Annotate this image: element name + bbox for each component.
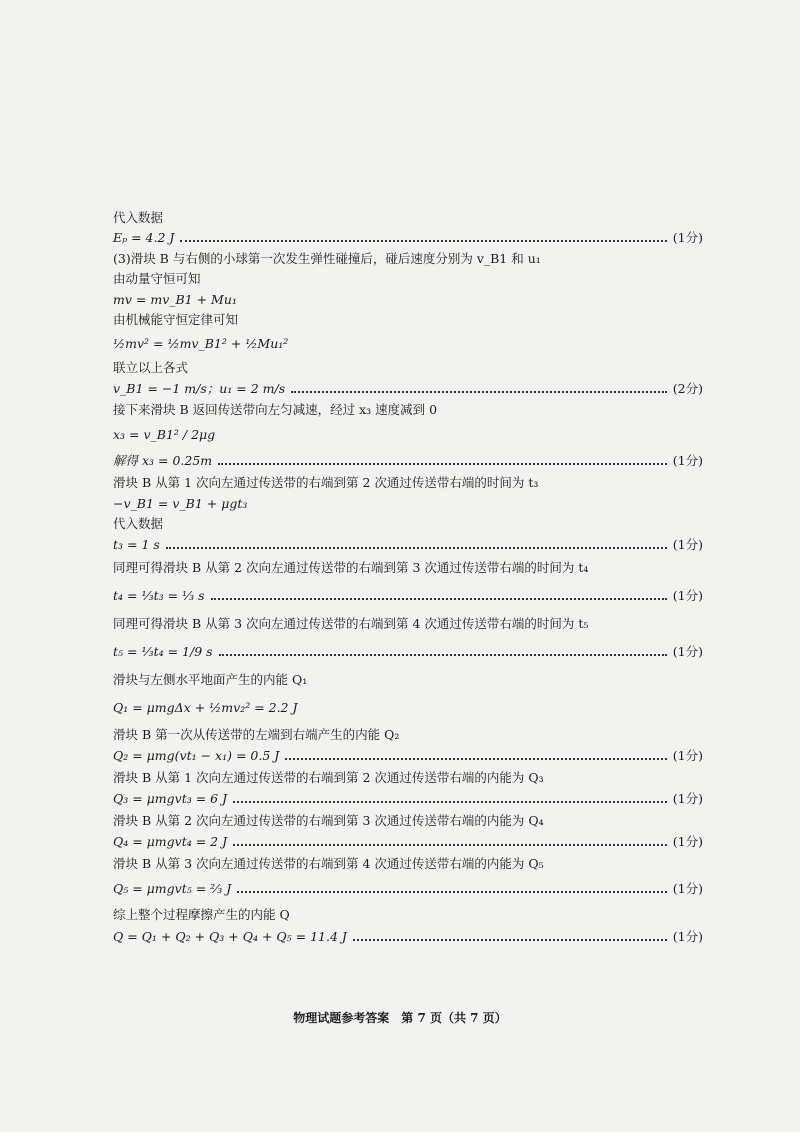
- dot-leader: [233, 844, 667, 846]
- score-mark: (1分): [672, 791, 703, 806]
- line-text: Q₁ = μmgΔx + ½mv₂² = 2.2 J: [113, 700, 298, 715]
- score-mark: (1分): [672, 834, 703, 849]
- line-text: 联立以上各式: [113, 360, 189, 375]
- score-mark: (1分): [672, 537, 703, 552]
- line-10: [113, 399, 703, 420]
- line-14: [113, 493, 703, 514]
- line-text: Q₂ = μmg(vt₁ − x₁) = 0.5 J: [113, 748, 280, 763]
- line-text: (3)滑块 B 与右侧的小球第一次发生弹性碰撞后，碰后速度分别为 v_B1 和 u₁: [113, 250, 541, 266]
- score-mark: (2分): [672, 380, 703, 396]
- line-20: [113, 636, 703, 668]
- dot-leader: [353, 939, 667, 941]
- score-mark: (1分): [672, 881, 703, 896]
- line-text: 滑块 B 从第 1 次向左通过传送带的右端到第 2 次通过传送带右端的内能为 Q₃: [113, 769, 544, 785]
- line-18: [113, 580, 703, 612]
- line-text: 滑块与左侧水平地面产生的内能 Q₁: [113, 672, 308, 687]
- line-text: 滑块 B 从第 2 次向左通过传送带的右端到第 3 次通过传送带右端的内能为 Q₄: [113, 812, 544, 828]
- dot-leader: [180, 240, 666, 242]
- line-3: [113, 248, 703, 269]
- line-31: [113, 904, 703, 926]
- line-32: [113, 926, 703, 948]
- dot-leader: [237, 891, 667, 893]
- line-7: [113, 330, 703, 358]
- line-26: [113, 788, 703, 810]
- line-text: t₅ = ⅓t₄ = 1/9 s: [113, 644, 213, 659]
- line-9: [113, 378, 703, 399]
- dot-leader: [233, 801, 667, 803]
- line-22: [113, 692, 703, 724]
- line-15: [113, 514, 703, 534]
- answer-content: [113, 208, 703, 948]
- line-16: [113, 534, 703, 556]
- line-text: x₃ = v_B1² / 2μg: [113, 427, 216, 442]
- line-text: 滑块 B 第一次从传送带的左端到右端产生的内能 Q₂: [113, 726, 400, 742]
- line-text: 由动量守恒可知: [113, 271, 201, 286]
- score-mark: (1分): [672, 748, 703, 763]
- line-11: [113, 420, 703, 450]
- dot-leader: [291, 391, 667, 393]
- line-4: [113, 269, 703, 289]
- dot-leader: [166, 547, 667, 549]
- line-text: Q₃ = μmgvt₃ = 6 J: [113, 791, 228, 806]
- line-1: [113, 208, 703, 228]
- line-6: [113, 310, 703, 330]
- line-text: Q₅ = μmgvt₅ = ⅔ J: [113, 881, 232, 896]
- line-text: 同理可得滑块 B 从第 2 次向左通过传送带的右端到第 3 次通过传送带右端的时间为 t₄: [113, 560, 589, 575]
- line-30: [113, 874, 703, 904]
- line-2: [113, 228, 703, 248]
- line-24: [113, 745, 703, 767]
- line-text: t₃ = 1 s: [113, 537, 160, 552]
- line-text: 解得 x₃ = 0.25m: [113, 453, 213, 468]
- page-footer: 物理试题参考答案 第 7 页（共 7 页）: [293, 1011, 507, 1025]
- score-mark: (1分): [672, 588, 703, 603]
- line-25: [113, 767, 703, 788]
- line-12: [113, 450, 703, 472]
- line-text: ½mv² = ½mv_B1² + ½Mu₁²: [113, 336, 289, 351]
- line-text: 由机械能守恒定律可知: [113, 312, 239, 327]
- line-text: mv = mv_B1 + Mu₁: [113, 291, 237, 307]
- dot-leader: [285, 758, 667, 760]
- line-13: [113, 472, 703, 493]
- line-text: 接下来滑块 B 返回传送带向左匀减速，经过 x₃ 速度减到 0: [113, 401, 438, 417]
- line-text: 代入数据: [113, 516, 164, 531]
- score-mark: (1分): [672, 230, 703, 245]
- line-text: Q = Q₁ + Q₂ + Q₃ + Q₄ + Q₅ = 11.4 J: [113, 929, 347, 944]
- line-text: Eₚ = 4.2 J: [113, 230, 175, 245]
- line-28: [113, 831, 703, 853]
- score-mark: (1分): [672, 644, 703, 659]
- line-text: 综上整个过程摩擦产生的内能 Q: [113, 907, 290, 922]
- dot-leader: [219, 654, 667, 656]
- line-text: t₄ = ⅓t₃ = ⅓ s: [113, 588, 205, 603]
- line-23: [113, 724, 703, 745]
- line-text: −v_B1 = v_B1 + μgt₃: [113, 495, 248, 511]
- line-text: Q₄ = μmgvt₄ = 2 J: [113, 834, 228, 849]
- line-text: 滑块 B 从第 3 次向左通过传送带的右端到第 4 次通过传送带右端的内能为 Q₅: [113, 855, 544, 871]
- score-mark: (1分): [672, 929, 703, 944]
- line-21: [113, 668, 703, 692]
- line-text: 滑块 B 从第 1 次向左通过传送带的右端到第 2 次通过传送带右端的时间为 t₃: [113, 474, 539, 490]
- dot-leader: [211, 598, 667, 600]
- line-17: [113, 556, 703, 580]
- line-8: [113, 358, 703, 378]
- line-text: 代入数据: [113, 210, 164, 225]
- score-mark: (1分): [672, 453, 703, 468]
- line-5: [113, 289, 703, 310]
- line-27: [113, 810, 703, 831]
- line-text: 同理可得滑块 B 从第 3 次向左通过传送带的右端到第 4 次通过传送带右端的时间为 t₅: [113, 616, 589, 631]
- line-19: [113, 612, 703, 636]
- dot-leader: [218, 463, 667, 465]
- line-text: v_B1 = −1 m/s；u₁ = 2 m/s: [113, 380, 286, 396]
- line-29: [113, 853, 703, 874]
